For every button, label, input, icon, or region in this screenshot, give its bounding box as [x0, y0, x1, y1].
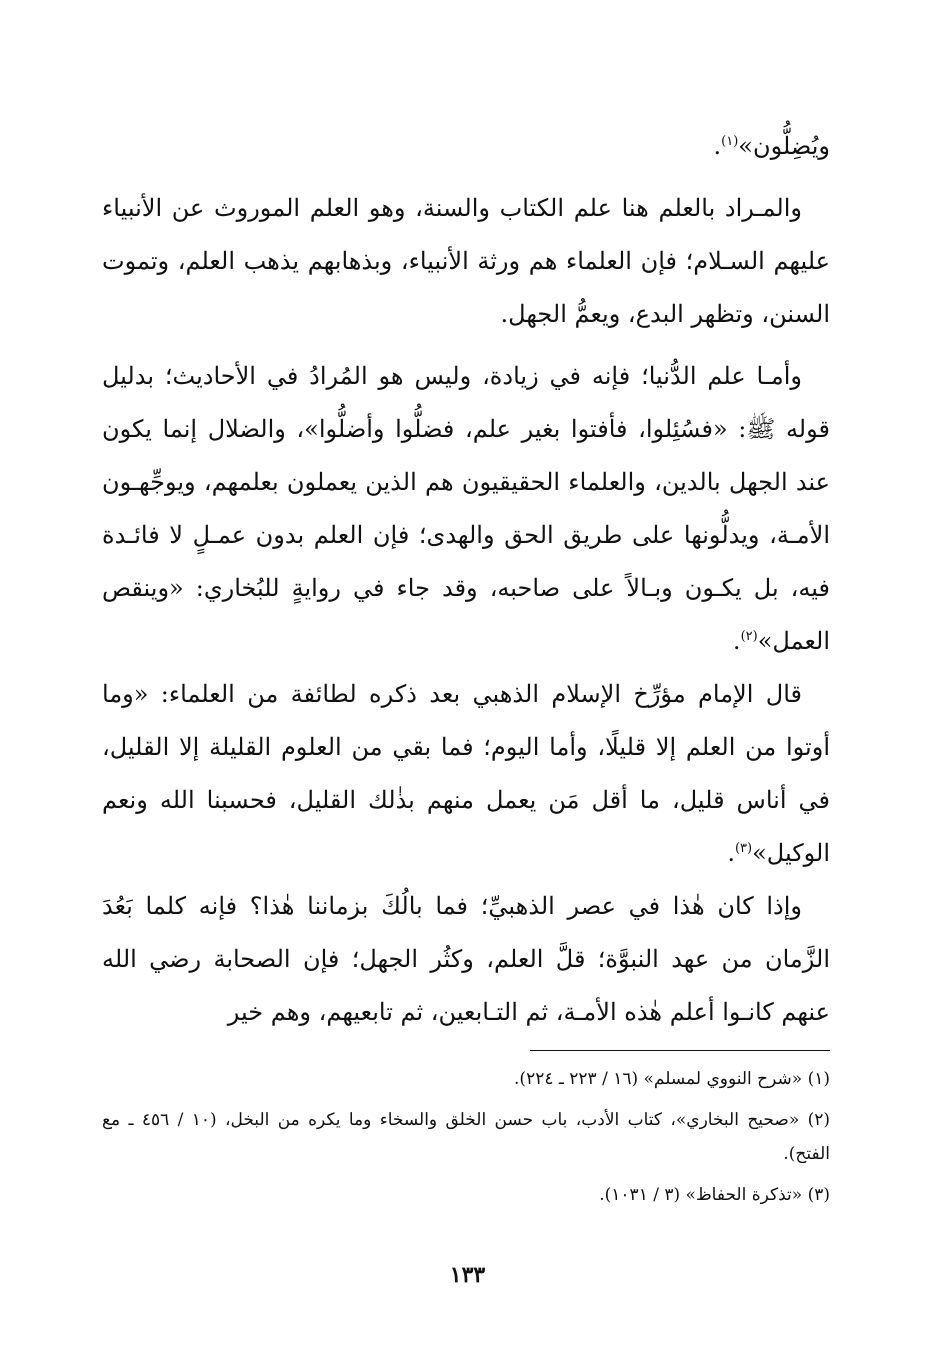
page-number: ١٣٣ — [449, 1262, 486, 1288]
paragraph-3-end: . — [732, 627, 741, 655]
paragraph-4 — [102, 668, 830, 880]
paragraph-1-text: ويُضِلُّون» — [738, 132, 830, 160]
footnote-ref-2[interactable]: (٢) — [740, 629, 758, 644]
footnote-1: (١) «شرح النووي لمسلم» (١٦ / ٢٢٣ ـ ٢٢٤). — [514, 1069, 830, 1089]
paragraph-5 — [102, 880, 830, 1039]
paragraph-3 — [102, 350, 830, 668]
footnote-ref-3[interactable]: (٣) — [734, 841, 753, 856]
paragraph-2-text: والمـراد بالعلم هنا علم الكتاب والسنة، وهو العلم الموروث عن الأنبياء عليهم السـلام؛ فإن العلماء هم ورثة الأنبياء، وبذهابهم يذهب العلم، وتموت السنن، وتظهر البدع، ويعمُّ الجهل. — [102, 194, 830, 328]
paragraph-2 — [102, 182, 830, 341]
paragraph-1-end: . — [713, 132, 722, 160]
footnote-3: (٣) «تذكرة الحفاظ» (٣ / ١٠٣١). — [599, 1185, 830, 1205]
footnote-divider — [530, 1050, 830, 1051]
paragraph-5-text: وإذا كان هٰذا في عصر الذهبيِّ؛ فما بالُكَ بزماننا هٰذا؟ فإنه كلما بَعُدَ الزَّمان من عهد النبوَّة؛ قلَّ العلم، وكثُر الجهل؛ فإن الصحابة رضي الله عنهم كانـوا أعلم هٰذه الأمـة، ثم التـابعين، ثم تابعيهم، وهم خير — [102, 892, 830, 1026]
footnote-ref-1[interactable]: (١) — [721, 134, 739, 149]
paragraph-3-text: وأمـا علم الدُّنيا؛ فإنه في زيادة، وليس هو المُرادُ في الأحاديث؛ بدليل قوله ﷺ: «فسُئِلوا، فأفتوا بغير علم، فضلُّوا وأضلُّوا»، والضلال إنما يكون عند الجهل بالدين، والعلماء الحقيقيون هم الذين يعملون بعلمهم، ويوجِّهـون الأمـة، ويدلُّونها على طريق الحق والهدى؛ فإن العلم بدون عمـلٍ لا فائـدة فيه، بل يكـون وبـالاً على صاحبه، وقد جاء في روايةٍ للبُخاري: «وينقص العمل» — [102, 362, 830, 655]
footnote-2: (٢) «صحيح البخاري»، كتاب الأدب، باب حسن الخلق والسخاء وما يكره من البخل، (١٠ / ٤٥٦ ـ مع الفتح). — [102, 1110, 831, 1164]
paragraph-1 — [102, 120, 830, 173]
paragraph-4-end: . — [727, 839, 735, 867]
paragraph-4-text: قال الإمام مؤرِّخ الإسلام الذهبي بعد ذكره لطائفة من العلماء: «وما أوتوا من العلم إلا قليلًا، وأما اليوم؛ فما بقي من العلوم القليلة إلا القليل، في أناس قليل، ما أقل مَن يعمل منهم بذٰلك القليل، فحسبنا الله ونعم الوكيل» — [102, 680, 830, 867]
footnotes — [102, 1062, 830, 1219]
